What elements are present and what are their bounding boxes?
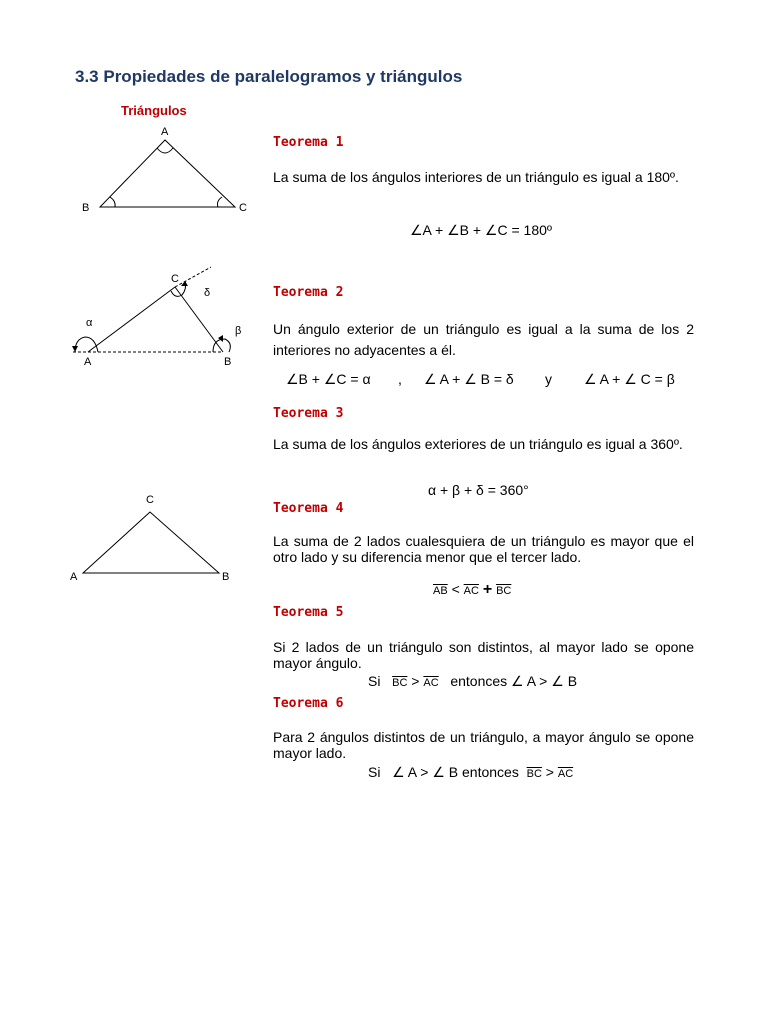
theorem-2-formula-3: ∠ A + ∠ C = β [584, 371, 675, 387]
operator-plus: + [482, 581, 493, 598]
operator-greater-than: > [420, 764, 429, 780]
theorem-2-title: Teorema 2 [273, 285, 344, 300]
theorem-4-text: La suma de 2 lados cualesquiera de un triángulo es mayor que el otro lado y su diferencia menor que el tercer lado. [273, 533, 694, 565]
vertex-label-c: C [146, 494, 154, 506]
triangle-shape [83, 512, 219, 573]
angle-a: ∠ A [511, 673, 536, 689]
vertex-label-b: B [82, 202, 90, 214]
segment-ab: $\overline{AB}$ [433, 585, 448, 597]
angle-arc-b [110, 197, 115, 207]
theorem-3-title: Teorema 3 [273, 406, 344, 421]
operator-greater-than: > [545, 764, 554, 780]
vertex-label-a: A [84, 356, 92, 368]
triangle-figure-exterior [65, 265, 232, 370]
angle-b: ∠ B [551, 673, 578, 689]
vertex-label-c: C [239, 202, 247, 214]
angle-label-alpha: α [86, 317, 93, 329]
section-subtitle: Triángulos [121, 103, 187, 118]
word-entonces: entonces [450, 673, 508, 689]
angle-arc-a [157, 148, 173, 153]
theorem-2-separator-1: , [398, 371, 402, 387]
operator-less-than: < [451, 581, 460, 597]
vertex-label-a: A [70, 571, 78, 583]
theorem-3-formula: α + β + δ = 360° [428, 482, 529, 498]
triangle-figure-plain [65, 488, 245, 588]
angle-a: ∠ A [392, 764, 417, 780]
angle-b: ∠ B [432, 764, 459, 780]
side-ac [88, 287, 175, 352]
theorem-4-formula [433, 581, 511, 599]
triangle-shape [100, 140, 235, 207]
theorem-3-text: La suma de los ángulos exteriores de un triángulo es igual a 360º. [273, 436, 683, 452]
segment-ac: $\overline{AC}$ [423, 677, 439, 689]
word-si: Si [368, 673, 381, 689]
segment-bc: $\overline{BC}$ [496, 585, 512, 597]
angle-arc-alpha [75, 337, 98, 352]
vertex-label-b: B [224, 356, 232, 368]
segment-bc: $\overline{BC}$ [526, 768, 542, 780]
arrowhead-alpha [72, 346, 78, 352]
theorem-2-formula-1: ∠B + ∠C = α [286, 371, 371, 387]
segment-ac: $\overline{AC}$ [463, 585, 479, 597]
word-si: Si [368, 764, 381, 780]
operator-greater-than: > [539, 673, 548, 689]
page-title: 3.3 Propiedades de paralelogramos y triángulos [75, 67, 463, 86]
theorem-2-separator-2: y [545, 371, 552, 387]
theorem-6-text: Para 2 ángulos distintos de un triángulo, a mayor ángulo se opone mayor lado. [273, 729, 694, 761]
theorem-5-formula [368, 673, 577, 690]
theorem-4-title: Teorema 4 [273, 501, 344, 516]
theorem-1-title: Teorema 1 [273, 135, 344, 150]
vertex-label-b: B [222, 571, 230, 583]
segment-bc: $\overline{BC}$ [392, 677, 408, 689]
theorem-5-text: Si 2 lados de un triángulo son distintos, al mayor lado se opone mayor ángulo. [273, 639, 694, 671]
vertex-label-a: A [161, 126, 169, 138]
side-extension [175, 267, 211, 287]
vertex-label-c: C [171, 273, 179, 285]
angle-label-beta-outer: β [235, 325, 242, 337]
segment-ac: $\overline{AC}$ [557, 768, 574, 780]
theorem-6-formula [368, 764, 573, 781]
arrowhead-beta [218, 335, 223, 342]
theorem-6-title: Teorema 6 [273, 696, 344, 711]
theorem-1-formula: ∠A + ∠B + ∠C = 180º [410, 222, 553, 238]
triangle-figure-interior [70, 120, 260, 220]
angle-arc-c [218, 197, 223, 207]
operator-greater-than: > [411, 673, 420, 689]
word-entonces: entonces [462, 764, 519, 780]
theorem-5-title: Teorema 5 [273, 605, 344, 620]
angle-label-delta: δ [204, 287, 211, 299]
theorem-1-text: La suma de los ángulos interiores de un triángulo es igual a 180º. [273, 169, 679, 185]
theorem-2-text: Un ángulo exterior de un triángulo es igual a la suma de los 2 interiores no adyacentes a él. [273, 321, 694, 358]
theorem-2-formula-2: ∠ A + ∠ B = δ [424, 371, 514, 387]
